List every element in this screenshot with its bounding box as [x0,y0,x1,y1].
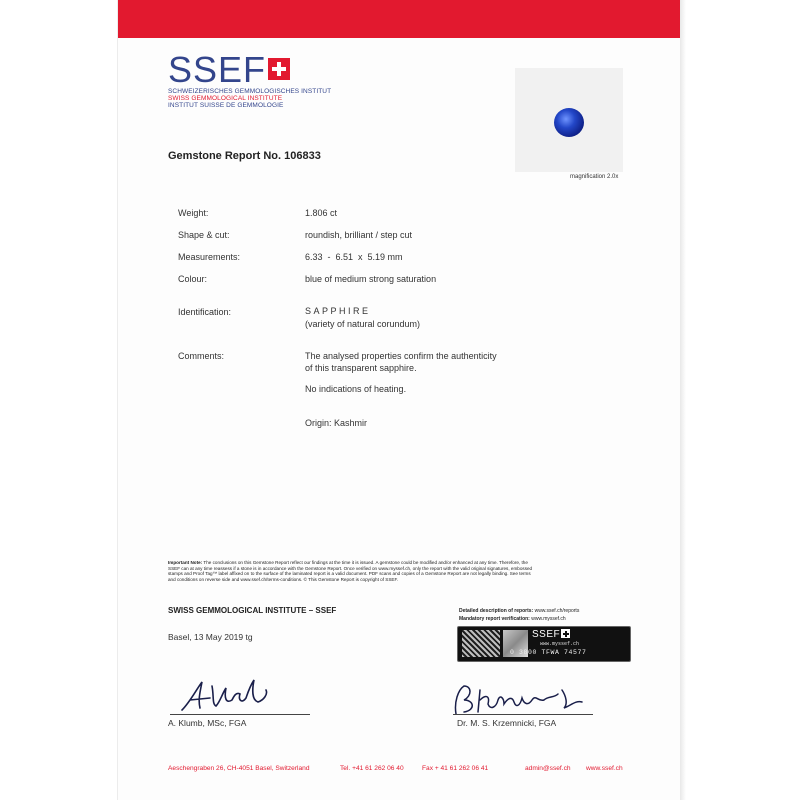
footer-address: Aeschengraben 26, CH-4051 Basel, Switzerland [168,765,310,772]
mandatory-label: Mandatory report verification: [459,616,530,622]
institute-name-de: SCHWEIZERISCHES GEMMOLOGISCHES INSTITUT [168,88,332,95]
details-line [459,608,579,614]
signer-2-name: Dr. M. S. Krzemnicki, FGA [457,718,557,728]
note-line-4: and conditions on reverse side and www.ssef.ch/terms-conditions. © This Gemstone Report is copyright of SSEF. [168,576,399,582]
measurements-label: Measurements: [178,252,241,262]
comments-label: Comments: [178,351,225,361]
measurements-value: 6.33 - 6.51 x 5.19 mm [305,252,403,262]
swiss-cross-icon [561,629,570,638]
issue-date: Basel, 13 May 2019 tg [168,632,253,642]
identification-value: SAPPHIRE [305,306,371,316]
colour-label: Colour: [178,274,208,284]
verification-link[interactable]: www.myssef.ch [531,616,566,622]
details-link[interactable]: www.ssef.ch/reports [534,608,580,614]
footer-email[interactable]: admin@ssef.ch [525,765,571,772]
footer-tel: Tel. +41 61 262 06 40 [340,765,404,772]
weight-label: Weight: [178,208,209,218]
weight-value: 1.806 ct [305,208,338,218]
header-red-band [118,0,680,38]
proof-tag [457,626,631,662]
tag-brand [532,629,570,640]
comment-line-1b: of this transparent sapphire. [305,363,417,373]
report-title: Gemstone Report No. 106833 [168,150,321,162]
signature-line-2 [453,714,593,715]
details-label: Detailed description of reports: [459,608,534,614]
footer-fax: Fax + 41 61 262 06 41 [422,765,489,772]
report-sheet [118,0,680,800]
signer-1-name: A. Klumb, MSc, FGA [168,718,247,728]
verification-line [459,616,566,622]
signature-line-1 [170,714,310,715]
note-line-1: The conclusions on this Gemstone Report reflect our findings at the time it is issued. A gemstone could be modified and/or enhanced at any time. Therefore, the [203,560,528,565]
tag-brand-text: SSEF [532,629,561,640]
issuing-institute: SWISS GEMMOLOGICAL INSTITUTE – SSEF [168,606,337,615]
signature-klumb [176,676,306,716]
shape-value: roundish, brilliant / step cut [305,230,413,240]
origin-value: Origin: Kashmir [305,418,368,428]
tag-url: www.myssef.ch [540,641,580,647]
footer-web[interactable]: www.ssef.ch [586,765,623,772]
institute-name-en: SWISS GEMMOLOGICAL INSTITUTE [168,95,283,102]
colour-value: blue of medium strong saturation [305,274,437,284]
important-note [168,560,618,582]
logo-wordmark: SSEF [168,49,267,90]
tag-serial: 0 3800 TFWA 74577 [510,649,587,656]
ssef-logo [168,49,290,90]
magnification-caption: magnification 2.0x [570,174,619,180]
identification-note: (variety of natural corundum) [305,319,421,329]
page-edge [680,0,686,800]
comment-line-2: No indications of heating. [305,384,407,394]
qr-code-icon [462,630,500,657]
institute-name-fr: INSTITUT SUISSE DE GEMMOLOGIE [168,102,284,109]
sapphire-image [554,108,584,137]
note-line-3: stamps and Proof Tag™ label affixed on to the surface of the laminated report is a valid document. PDF scans and copies of a Gemstone Report are not legally binding. See terms [168,571,531,577]
note-line-2: SSEF can at any time reassess if a stone is in accordance with the Gemstone Report. Once verified on www.myssef.ch, only the report with the valid original signatures, embossed [168,565,533,571]
identification-label: Identification: [178,307,232,317]
note-label: Important Note: [168,560,203,565]
comment-line-1a: The analysed properties confirm the authenticity [305,351,497,361]
swiss-cross-icon [268,58,290,80]
shape-label: Shape & cut: [178,230,230,240]
gemstone-photo [515,68,623,172]
